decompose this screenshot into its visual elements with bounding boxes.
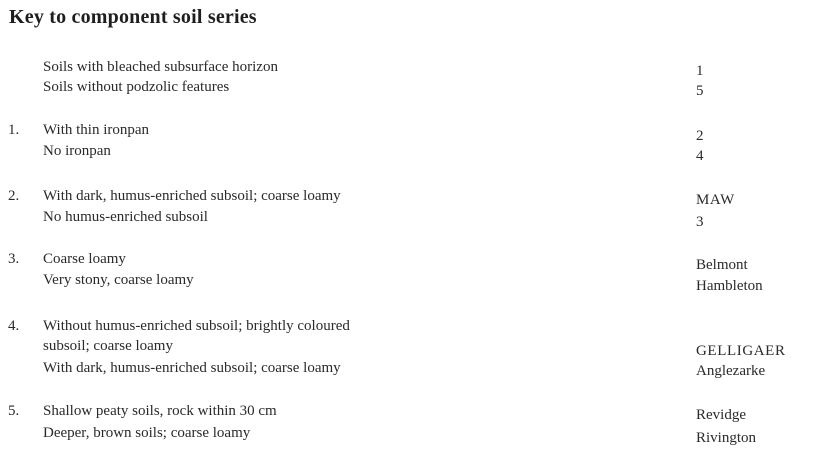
key-result: Revidge [696,407,746,423]
key-number: 4. [8,318,20,334]
key-description: Coarse loamy [43,251,126,267]
key-description: Soils without podzolic features [43,79,230,95]
key-description: subsoil; coarse loamy [43,338,173,354]
key-description: With thin ironpan [43,122,150,138]
key-number: 2. [8,188,20,204]
key-result: 1 [696,63,704,79]
key-title: Key to component soil series [9,6,257,28]
key-number: 3. [8,251,20,267]
key-number: 1. [8,122,20,138]
key-result: Anglezarke [696,363,766,379]
key-description: Very stony, coarse loamy [43,272,194,288]
key-result: 2 [696,128,704,144]
key-description: Deeper, brown soils; coarse loamy [43,425,251,441]
key-description: Without humus-enriched subsoil; brightly coloured [43,318,350,334]
key-number: 5. [8,403,20,419]
key-result: MAW [696,192,735,208]
key-result: Rivington [696,430,757,446]
key-result: 4 [696,148,704,164]
key-description: Soils with bleached subsurface horizon [43,59,278,75]
key-result: Belmont [696,257,748,273]
key-description: With dark, humus-enriched subsoil; coarse loamy [43,360,341,376]
key-description: Shallow peaty soils, rock within 30 cm [43,403,277,419]
key-result: Hambleton [696,278,763,294]
key-result: 5 [696,83,704,99]
key-description: No ironpan [43,143,111,159]
key-result: 3 [696,214,704,230]
key-description: With dark, humus-enriched subsoil; coarse loamy [43,188,341,204]
key-result: GELLIGAER [696,343,786,359]
key-description: No humus-enriched subsoil [43,209,208,225]
